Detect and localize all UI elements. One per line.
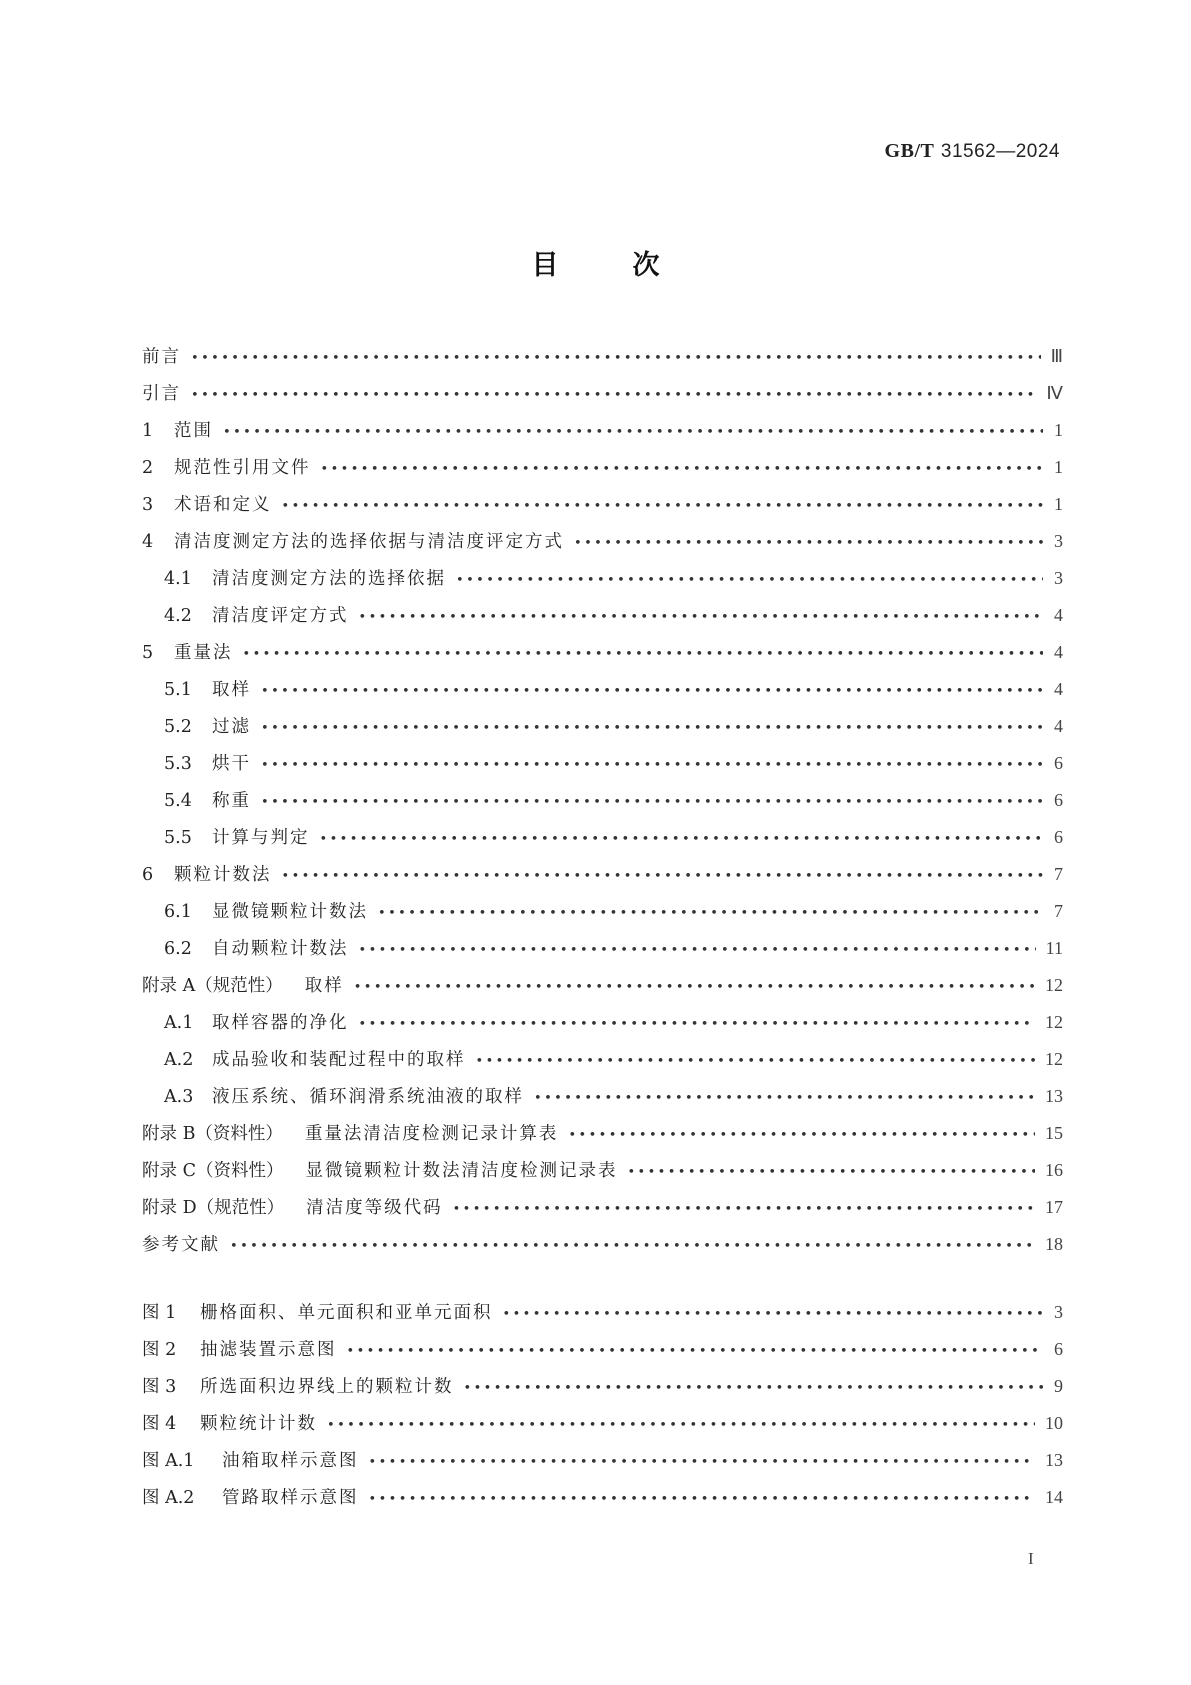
entry-label: 重量法 bbox=[174, 643, 233, 663]
toc-entry[interactable] bbox=[142, 486, 1063, 523]
entry-number: 附录 A（规范性） bbox=[142, 976, 283, 996]
entry-number: 图 1 bbox=[142, 1303, 177, 1323]
entry-number: 附录 D（规范性） bbox=[142, 1198, 285, 1218]
entry-number: 图 A.2 bbox=[142, 1488, 195, 1508]
toc-entry[interactable] bbox=[142, 449, 1063, 486]
entry-number: 3 bbox=[142, 495, 154, 515]
entry-page-number: Ⅲ bbox=[1050, 346, 1063, 366]
entry-label: 清洁度测定方法的选择依据 bbox=[212, 569, 446, 589]
toc-entry[interactable] bbox=[142, 1152, 1063, 1189]
standard-code bbox=[885, 140, 1060, 163]
toc-entry[interactable] bbox=[142, 930, 1063, 967]
figure-list-entry[interactable] bbox=[142, 1331, 1063, 1368]
toc-entry[interactable] bbox=[142, 1078, 1063, 1115]
entry-label: 自动颗粒计数法 bbox=[212, 939, 349, 959]
toc-entry[interactable] bbox=[142, 893, 1063, 930]
entry-number: 图 2 bbox=[142, 1340, 177, 1360]
entry-label: 范围 bbox=[174, 421, 213, 441]
toc-entry[interactable] bbox=[142, 745, 1063, 782]
dot-leader bbox=[261, 784, 1043, 821]
dot-leader bbox=[627, 1154, 1035, 1191]
entry-number: 5.3 bbox=[164, 754, 192, 774]
entry-label: 前言 bbox=[142, 347, 181, 367]
dot-leader bbox=[359, 599, 1044, 636]
entry-label: 清洁度测定方法的选择依据与清洁度评定方式 bbox=[174, 532, 564, 552]
entry-label: 颗粒统计计数 bbox=[200, 1414, 317, 1434]
toc-entry[interactable] bbox=[142, 708, 1063, 745]
entry-label: 过滤 bbox=[212, 717, 251, 737]
entry-page-number: 12 bbox=[1045, 975, 1063, 995]
toc-entry[interactable] bbox=[142, 856, 1063, 893]
entry-page-number: 1 bbox=[1054, 457, 1063, 477]
toc-entry[interactable] bbox=[142, 967, 1063, 1004]
entry-number: 4.1 bbox=[164, 569, 192, 589]
dot-leader bbox=[230, 1228, 1035, 1265]
toc-entry[interactable] bbox=[142, 634, 1063, 671]
entry-page-number: 4 bbox=[1054, 716, 1063, 736]
entry-label: 管路取样示意图 bbox=[222, 1488, 359, 1508]
toc-entry[interactable] bbox=[142, 1226, 1063, 1263]
entry-number: 5.5 bbox=[164, 828, 192, 848]
entry-label: 油箱取样示意图 bbox=[222, 1451, 359, 1471]
entry-label: 成品验收和装配过程中的取样 bbox=[212, 1050, 466, 1070]
title-char-2: 次 bbox=[632, 250, 660, 281]
entry-label: 取样 bbox=[212, 680, 251, 700]
entry-label: 取样容器的净化 bbox=[212, 1013, 349, 1033]
dot-leader bbox=[261, 710, 1043, 747]
figure-list-entry[interactable] bbox=[142, 1405, 1063, 1442]
entry-number: A.1 bbox=[164, 1013, 194, 1033]
standard-prefix: GB/T bbox=[884, 140, 935, 162]
entry-label: 显微镜颗粒计数法 bbox=[212, 902, 368, 922]
entry-page-number: 4 bbox=[1054, 679, 1063, 699]
entry-page-number: 3 bbox=[1054, 531, 1063, 551]
dot-leader bbox=[261, 673, 1043, 710]
entry-page-number: 15 bbox=[1045, 1123, 1063, 1143]
toc-entry[interactable] bbox=[142, 782, 1063, 819]
dot-leader bbox=[282, 858, 1044, 895]
entry-number: 1 bbox=[142, 421, 154, 441]
figure-list-entry[interactable] bbox=[142, 1442, 1063, 1479]
entry-label: 计算与判定 bbox=[212, 828, 310, 848]
entry-page-number: 6 bbox=[1054, 753, 1063, 773]
entry-page-number: 6 bbox=[1054, 1339, 1063, 1359]
dot-leader bbox=[191, 377, 1036, 414]
dot-leader bbox=[568, 1117, 1035, 1154]
entry-page-number: 13 bbox=[1045, 1450, 1063, 1470]
page-number: I bbox=[1028, 1549, 1034, 1568]
entry-number: 附录 C（资料性） bbox=[142, 1161, 284, 1181]
dot-leader bbox=[534, 1080, 1035, 1117]
entry-number: 5.4 bbox=[164, 791, 192, 811]
entry-number: 6.1 bbox=[164, 902, 192, 922]
entry-page-number: 16 bbox=[1045, 1160, 1063, 1180]
entry-page-number: 13 bbox=[1045, 1086, 1063, 1106]
dot-leader bbox=[503, 1296, 1044, 1333]
dot-leader bbox=[378, 895, 1043, 932]
entry-label: 抽滤装置示意图 bbox=[200, 1340, 337, 1360]
entry-page-number: 17 bbox=[1045, 1197, 1063, 1217]
toc-entry[interactable] bbox=[142, 1189, 1063, 1226]
entry-page-number: 1 bbox=[1054, 494, 1063, 514]
entry-page-number: 18 bbox=[1045, 1234, 1063, 1254]
title-char-1: 目 bbox=[531, 250, 559, 281]
toc-entry[interactable] bbox=[142, 560, 1063, 597]
dot-leader bbox=[476, 1043, 1036, 1080]
entry-label: 术语和定义 bbox=[174, 495, 272, 515]
entry-page-number: 4 bbox=[1054, 605, 1063, 625]
entry-page-number: 12 bbox=[1045, 1012, 1063, 1032]
page-title bbox=[0, 243, 1191, 282]
entry-number: 2 bbox=[142, 458, 154, 478]
toc-entry[interactable] bbox=[142, 523, 1063, 560]
entry-page-number: 14 bbox=[1045, 1487, 1063, 1507]
dot-leader bbox=[359, 932, 1036, 969]
entry-label: 引言 bbox=[142, 384, 181, 404]
entry-label: 称重 bbox=[212, 791, 251, 811]
entry-number: 6 bbox=[142, 865, 154, 885]
entry-label: 烘干 bbox=[212, 754, 251, 774]
dot-leader bbox=[282, 488, 1044, 525]
entry-page-number: 12 bbox=[1045, 1049, 1063, 1069]
entry-number: A.3 bbox=[164, 1087, 194, 1107]
entry-page-number: 11 bbox=[1045, 938, 1063, 958]
dot-leader bbox=[320, 821, 1044, 858]
entry-number: 4 bbox=[142, 532, 154, 552]
figure-list-entry[interactable] bbox=[142, 1479, 1063, 1516]
entry-page-number: 7 bbox=[1054, 864, 1063, 884]
dot-leader bbox=[223, 414, 1043, 451]
toc-entry[interactable] bbox=[142, 671, 1063, 708]
entry-page-number: Ⅳ bbox=[1046, 383, 1063, 403]
entry-page-number: 9 bbox=[1054, 1376, 1063, 1396]
standard-number: 31562—2024 bbox=[940, 141, 1060, 162]
entry-number: 6.2 bbox=[164, 939, 192, 959]
dot-leader bbox=[574, 525, 1043, 562]
toc-entry[interactable] bbox=[142, 375, 1063, 412]
dot-leader bbox=[321, 451, 1044, 488]
toc-entry[interactable] bbox=[142, 597, 1063, 634]
toc-entry[interactable] bbox=[142, 338, 1063, 375]
entry-page-number: 1 bbox=[1054, 420, 1063, 440]
entry-number: 5.1 bbox=[164, 680, 192, 700]
toc-entry[interactable] bbox=[142, 412, 1063, 449]
table-of-contents bbox=[142, 338, 1063, 1516]
entry-number: 5 bbox=[142, 643, 154, 663]
entry-label: 重量法清洁度检测记录计算表 bbox=[304, 1124, 559, 1144]
figure-list-entry[interactable] bbox=[142, 1368, 1063, 1405]
dot-leader bbox=[347, 1333, 1044, 1370]
dot-leader bbox=[327, 1407, 1035, 1444]
dot-leader bbox=[456, 562, 1043, 599]
toc-entry[interactable] bbox=[142, 1041, 1063, 1078]
entry-number: 4.2 bbox=[164, 606, 192, 626]
entry-label: 所选面积边界线上的颗粒计数 bbox=[200, 1377, 454, 1397]
entry-page-number: 6 bbox=[1054, 827, 1063, 847]
section-spacer bbox=[142, 1263, 1063, 1294]
entry-label: 规范性引用文件 bbox=[174, 458, 311, 478]
dot-leader bbox=[369, 1481, 1036, 1518]
entry-label: 颗粒计数法 bbox=[174, 865, 272, 885]
dot-leader bbox=[354, 969, 1035, 1006]
dot-leader bbox=[453, 1191, 1035, 1228]
toc-entry[interactable] bbox=[142, 1115, 1063, 1152]
entry-number: 图 4 bbox=[142, 1414, 177, 1434]
entry-label: 参考文献 bbox=[142, 1235, 220, 1255]
entry-page-number: 7 bbox=[1054, 901, 1063, 921]
dot-leader bbox=[369, 1444, 1036, 1481]
entry-number: 5.2 bbox=[164, 717, 192, 737]
entry-page-number: 6 bbox=[1054, 790, 1063, 810]
entry-number: 图 A.1 bbox=[142, 1451, 195, 1471]
entry-number: A.2 bbox=[164, 1050, 194, 1070]
toc-entry[interactable] bbox=[142, 819, 1063, 856]
entry-label: 液压系统、循环润滑系统油液的取样 bbox=[212, 1087, 524, 1107]
dot-leader bbox=[261, 747, 1043, 784]
entry-page-number: 3 bbox=[1054, 568, 1063, 588]
entry-number: 附录 B（资料性） bbox=[142, 1124, 283, 1144]
entry-label: 清洁度等级代码 bbox=[306, 1198, 443, 1218]
figure-list-entry[interactable] bbox=[142, 1294, 1063, 1331]
dot-leader bbox=[464, 1370, 1044, 1407]
entry-label: 清洁度评定方式 bbox=[212, 606, 349, 626]
dot-leader bbox=[191, 340, 1041, 377]
entry-label: 栅格面积、单元面积和亚单元面积 bbox=[200, 1303, 493, 1323]
entry-number: 图 3 bbox=[142, 1377, 177, 1397]
entry-page-number: 4 bbox=[1054, 642, 1063, 662]
entry-page-number: 3 bbox=[1054, 1302, 1063, 1322]
dot-leader bbox=[359, 1006, 1036, 1043]
toc-entry[interactable] bbox=[142, 1004, 1063, 1041]
entry-label: 显微镜颗粒计数法清洁度检测记录表 bbox=[305, 1161, 618, 1181]
dot-leader bbox=[243, 636, 1044, 673]
entry-label: 取样 bbox=[304, 976, 344, 996]
entry-page-number: 10 bbox=[1045, 1413, 1063, 1433]
